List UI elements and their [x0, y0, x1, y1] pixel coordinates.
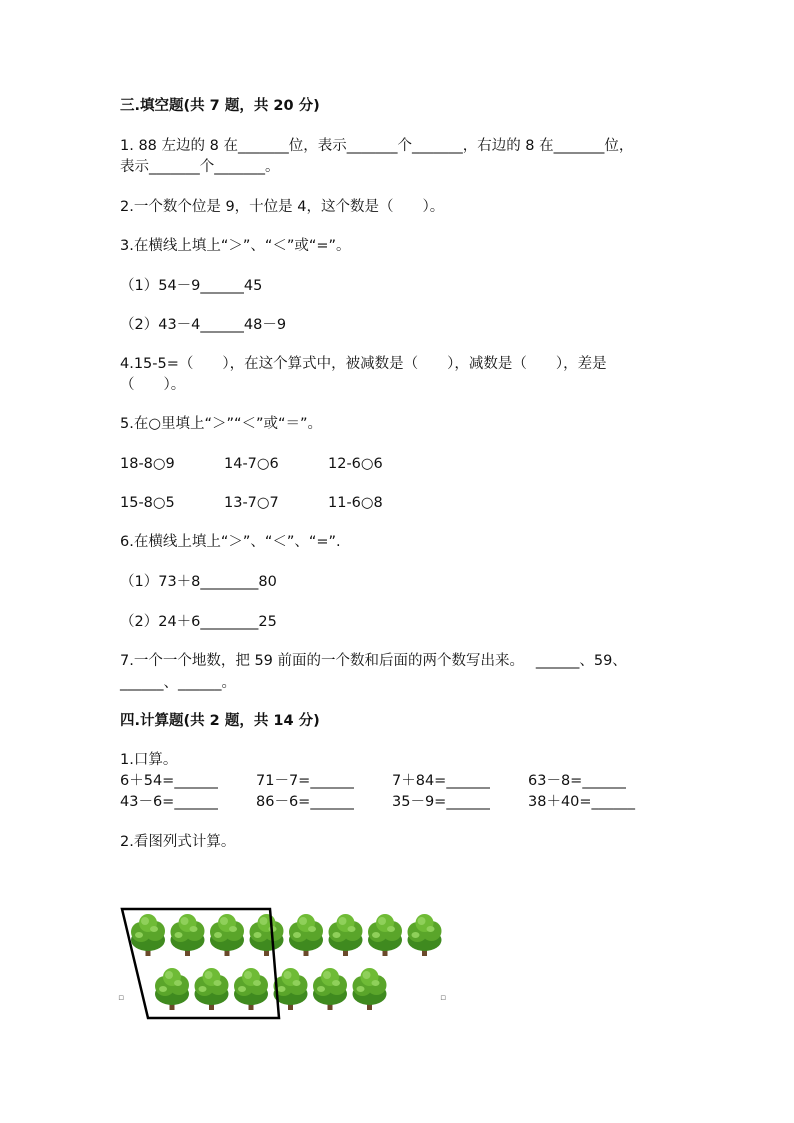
calc-q1-stem: 1.口算。: [120, 752, 178, 768]
calc-cell: 6＋54=______: [120, 773, 218, 789]
q3-item-1: （1）54－9______45: [120, 278, 263, 294]
q3-item-2: （2）43－4______48－9: [120, 317, 287, 333]
q7-line2: ______、______。: [120, 675, 236, 691]
q3-stem: 3.在横线上填上“＞”、“＜”或“=”。: [120, 238, 351, 254]
tree-icon: [408, 914, 442, 956]
calc-q2-stem: 2.看图列式计算。: [120, 834, 236, 850]
q6-item-1: （1）73＋8________80: [120, 574, 277, 590]
q4-line1: 4.15-5=（ ），在这个算式中，被减数是（ ），减数是（ ），差是: [120, 356, 607, 372]
tree-icon: [353, 968, 387, 1010]
calc-cell: 43－6=______: [120, 794, 218, 810]
q1-line1: 1. 88 左边的 8 在_______位，表示_______个_______，右边的 8 在_______位，: [120, 138, 634, 154]
tree-icon: [329, 914, 363, 956]
q7-line1: 7.一个一个地数，把 59 前面的一个数和后面的两个数写出来。 ______、59、: [120, 653, 627, 669]
q6-item-2: （2）24＋6________25: [120, 614, 277, 630]
section3-title: 三.填空题(共 7 题，共 20 分): [120, 98, 320, 114]
q5-cell: 14-7○6: [224, 456, 279, 472]
calc-cell: 86－6=______: [256, 794, 354, 810]
tree-icon: [171, 914, 205, 956]
calc-cell: 35－9=______: [392, 794, 490, 810]
svg-text:▫: ▫: [118, 993, 125, 1003]
calc-cell: 7＋84=______: [392, 773, 490, 789]
q6-stem: 6.在横线上填上“＞”、“＜”、“=”.: [120, 534, 341, 550]
q5-cell: 11-6○8: [328, 495, 383, 511]
section4-title: 四.计算题(共 2 题，共 14 分): [120, 713, 320, 729]
tree-icon: [210, 914, 244, 956]
tree-icon: [368, 914, 402, 956]
q5-cell: 15-8○5: [120, 495, 175, 511]
svg-text:▫: ▫: [440, 993, 447, 1003]
calc-cell: 38＋40=______: [528, 794, 636, 810]
calc-cell: 71－7=______: [256, 773, 354, 789]
tree-figure: [118, 902, 448, 1027]
q4-line2: （ ）。: [120, 377, 186, 393]
q5-cell: 13-7○7: [224, 495, 279, 511]
tree-icon: [131, 914, 165, 956]
tree-icon: [313, 968, 347, 1010]
q5-cell: 18-8○9: [120, 456, 175, 472]
q5-stem: 5.在○里填上“＞”“＜”或“＝”。: [120, 416, 323, 432]
tree-icon: [234, 968, 268, 1010]
q1-line2: 表示_______个_______。: [120, 159, 280, 175]
tree-icon: [289, 914, 323, 956]
tree-icon: [250, 914, 284, 956]
q5-cell: 12-6○6: [328, 456, 383, 472]
calc-cell: 63－8=______: [528, 773, 626, 789]
tree-icon: [195, 968, 229, 1010]
q2: 2.一个数个位是 9，十位是 4，这个数是（ ）。: [120, 199, 445, 215]
tree-icon: [155, 968, 189, 1010]
